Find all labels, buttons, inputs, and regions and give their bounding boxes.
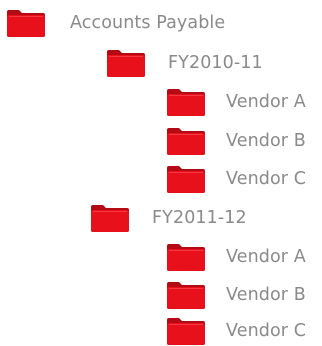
- tree-node-label: Vendor A: [226, 247, 306, 267]
- folder-icon: [166, 164, 206, 194]
- tree-node-label: Accounts Payable: [70, 13, 226, 33]
- tree-node-label: Vendor B: [226, 131, 306, 151]
- tree-node-fy2010-11-vendor-b[interactable]: [166, 126, 306, 156]
- folder-icon: [90, 203, 130, 233]
- tree-node-fy2011-12-vendor-a[interactable]: [166, 242, 306, 272]
- tree-node-label: Vendor A: [226, 92, 306, 112]
- folder-icon: [6, 8, 46, 38]
- tree-node-label: Vendor C: [226, 321, 307, 341]
- tree-node-fy2010-11[interactable]: [106, 48, 263, 78]
- tree-node-fy2011-12-vendor-b[interactable]: [166, 280, 306, 310]
- tree-node-label: FY2010-11: [168, 53, 263, 73]
- tree-node-fy2011-12[interactable]: [90, 203, 247, 233]
- folder-icon: [166, 87, 206, 117]
- folder-icon: [166, 126, 206, 156]
- folder-icon: [166, 280, 206, 310]
- tree-node-accounts-payable[interactable]: [6, 8, 225, 38]
- tree-node-fy2011-12-vendor-c[interactable]: [166, 316, 306, 346]
- tree-node-label: FY2011-12: [152, 208, 247, 228]
- tree-node-label: Vendor B: [226, 285, 306, 305]
- tree-node-fy2010-11-vendor-a[interactable]: [166, 87, 306, 117]
- tree-node-label: Vendor C: [226, 169, 307, 189]
- tree-node-fy2010-11-vendor-c[interactable]: [166, 164, 306, 194]
- folder-icon: [106, 48, 146, 78]
- folder-icon: [166, 242, 206, 272]
- folder-icon: [166, 316, 206, 346]
